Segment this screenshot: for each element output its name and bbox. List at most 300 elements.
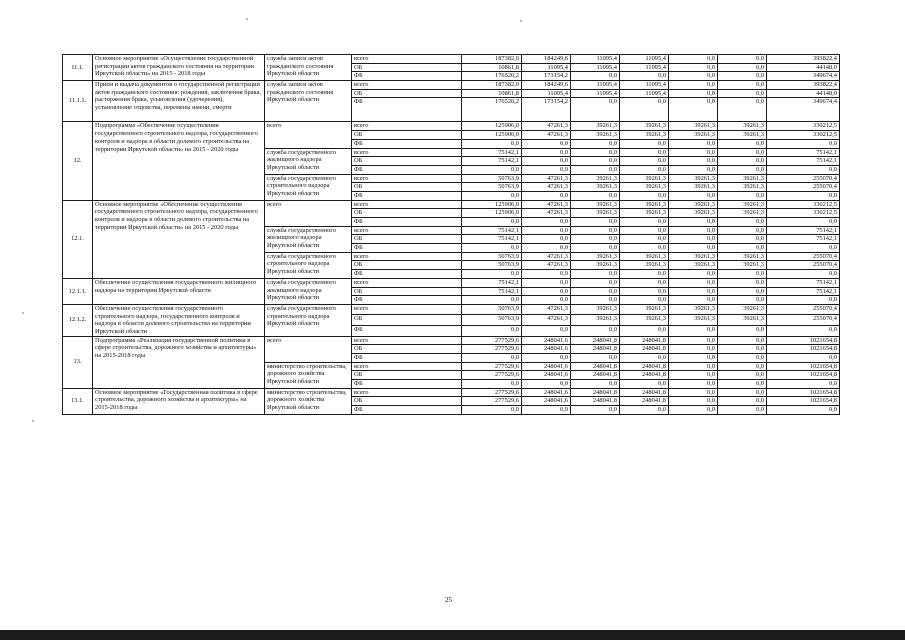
amount-cell: 10861,8: [462, 89, 522, 98]
amount-cell: 47261,3: [522, 261, 571, 270]
amount-cell: 277529,6: [462, 371, 522, 380]
amount-cell: 255070,4: [767, 261, 840, 270]
funding-source: ФБ: [352, 296, 462, 305]
amount-cell: 0,0: [718, 139, 767, 148]
amount-cell: 39261,3: [669, 183, 718, 192]
executor: служба государственного строительного надзора Иркутской области: [265, 304, 352, 336]
amount-cell: 0,0: [522, 278, 571, 287]
amount-cell: 75142,1: [767, 157, 840, 166]
amount-cell: 75142,1: [462, 235, 522, 244]
amount-cell: 0,0: [669, 218, 718, 227]
amount-cell: 255070,4: [767, 252, 840, 261]
amount-cell: 0,0: [767, 270, 840, 279]
amount-cell: 0,0: [620, 406, 669, 415]
amount-cell: 0,0: [669, 81, 718, 90]
amount-cell: 1021654,8: [767, 345, 840, 354]
amount-cell: 0,0: [620, 296, 669, 305]
amount-cell: 39261,3: [571, 183, 620, 192]
amount-cell: 0,0: [669, 362, 718, 371]
item-code: 12.1.1.: [63, 278, 93, 304]
amount-cell: 11095,4: [571, 55, 620, 64]
amount-cell: 248041,8: [620, 362, 669, 371]
item-name: Основное мероприятие «Обеспечение осуществления государственного строительного надзора, государственного контроля и надзора в области долевого строительства на территории Иркутской области» на 2015 - 2020 годы: [93, 200, 265, 278]
amount-cell: 0,0: [571, 406, 620, 415]
funding-source: всего: [352, 200, 462, 209]
amount-cell: 0,0: [522, 218, 571, 227]
amount-cell: 248041,8: [571, 362, 620, 371]
amount-cell: 0,0: [620, 72, 669, 81]
amount-cell: 0,0: [522, 287, 571, 296]
amount-cell: 0,0: [522, 326, 571, 337]
amount-cell: 0,0: [718, 406, 767, 415]
amount-cell: 187382,0: [462, 81, 522, 90]
amount-cell: 0,0: [669, 336, 718, 345]
amount-cell: 0,0: [718, 89, 767, 98]
amount-cell: 39261,3: [718, 200, 767, 209]
amount-cell: 0,0: [462, 270, 522, 279]
amount-cell: 0,0: [718, 165, 767, 174]
amount-cell: 0,0: [462, 218, 522, 227]
amount-cell: 50763,9: [462, 183, 522, 192]
amount-cell: 39261,3: [571, 252, 620, 261]
funding-source: всего: [352, 148, 462, 157]
amount-cell: 39261,3: [669, 261, 718, 270]
amount-cell: 0,0: [571, 380, 620, 389]
amount-cell: 0,0: [522, 296, 571, 305]
amount-cell: 0,0: [767, 296, 840, 305]
executor: служба государственного строительного надзора Иркутской области: [265, 252, 352, 278]
amount-cell: 0,0: [718, 345, 767, 354]
amount-cell: 39261,3: [718, 252, 767, 261]
amount-cell: 0,0: [767, 244, 840, 253]
amount-cell: 0,0: [669, 98, 718, 122]
amount-cell: 0,0: [571, 148, 620, 157]
amount-cell: 255070,4: [767, 174, 840, 183]
amount-cell: 11095,4: [620, 89, 669, 98]
amount-cell: 39261,3: [718, 183, 767, 192]
amount-cell: 1021654,8: [767, 336, 840, 345]
amount-cell: 1021654,8: [767, 388, 840, 397]
amount-cell: 0,0: [462, 406, 522, 415]
amount-cell: 125906,0: [462, 131, 522, 140]
amount-cell: 39261,3: [620, 252, 669, 261]
table-row: [63, 388, 840, 397]
amount-cell: 0,0: [718, 55, 767, 64]
item-code: 13.: [63, 336, 93, 388]
amount-cell: 0,0: [718, 226, 767, 235]
funding-source: всего: [352, 304, 462, 315]
amount-cell: 0,0: [571, 235, 620, 244]
executor: всего: [265, 336, 352, 362]
amount-cell: 0,0: [522, 157, 571, 166]
amount-cell: 0,0: [620, 191, 669, 200]
amount-cell: 0,0: [522, 380, 571, 389]
funding-source: ОБ: [352, 287, 462, 296]
amount-cell: 0,0: [718, 296, 767, 305]
amount-cell: 39261,3: [718, 174, 767, 183]
amount-cell: 0,0: [571, 191, 620, 200]
executor: служба государственного строительного надзора Иркутской области: [265, 174, 352, 200]
amount-cell: 11095,4: [571, 63, 620, 72]
amount-cell: 75142,1: [767, 235, 840, 244]
amount-cell: 0,0: [718, 326, 767, 337]
amount-cell: 0,0: [620, 148, 669, 157]
amount-cell: 0,0: [462, 244, 522, 253]
funding-source: ФБ: [352, 191, 462, 200]
amount-cell: 248041,8: [571, 388, 620, 397]
amount-cell: 330212,5: [767, 122, 840, 131]
amount-cell: 0,0: [620, 287, 669, 296]
amount-cell: 248041,8: [571, 336, 620, 345]
item-code: 11.1.1.: [63, 81, 93, 122]
amount-cell: 176520,2: [462, 98, 522, 122]
scan-dot: [32, 420, 34, 422]
amount-cell: 277529,6: [462, 345, 522, 354]
amount-cell: 39261,3: [669, 174, 718, 183]
amount-cell: 0,0: [522, 244, 571, 253]
amount-cell: 0,0: [571, 98, 620, 122]
funding-source: ОБ: [352, 315, 462, 326]
amount-cell: 0,0: [462, 139, 522, 148]
funding-source: ФБ: [352, 72, 462, 81]
amount-cell: 10861,8: [462, 63, 522, 72]
amount-cell: 0,0: [718, 371, 767, 380]
table-row: [63, 336, 840, 345]
amount-cell: 39261,3: [669, 131, 718, 140]
amount-cell: 47261,3: [522, 183, 571, 192]
amount-cell: 255070,4: [767, 183, 840, 192]
item-name: Основное мероприятие «Государственная политика в сфере строительства, дорожного хозяйства и архитектуры» на 2015-2018 годы: [93, 388, 265, 414]
amount-cell: 248041,8: [571, 345, 620, 354]
amount-cell: 0,0: [718, 270, 767, 279]
amount-cell: 0,0: [718, 148, 767, 157]
amount-cell: 0,0: [669, 235, 718, 244]
amount-cell: 11095,4: [571, 81, 620, 90]
amount-cell: 0,0: [718, 362, 767, 371]
amount-cell: 47261,3: [522, 200, 571, 209]
amount-cell: 0,0: [522, 139, 571, 148]
amount-cell: 125906,0: [462, 209, 522, 218]
amount-cell: 0,0: [669, 406, 718, 415]
amount-cell: 248041,8: [620, 336, 669, 345]
amount-cell: 0,0: [718, 336, 767, 345]
amount-cell: 75142,1: [462, 287, 522, 296]
scan-edge: [0, 630, 905, 640]
amount-cell: 0,0: [620, 270, 669, 279]
amount-cell: 0,0: [522, 354, 571, 363]
amount-cell: 0,0: [669, 326, 718, 337]
amount-cell: 44148,0: [767, 89, 840, 98]
amount-cell: 173154,2: [522, 72, 571, 81]
amount-cell: 39261,3: [620, 261, 669, 270]
amount-cell: 330212,5: [767, 200, 840, 209]
amount-cell: 0,0: [669, 157, 718, 166]
amount-cell: 0,0: [620, 139, 669, 148]
amount-cell: 0,0: [718, 72, 767, 81]
amount-cell: 75142,1: [462, 278, 522, 287]
amount-cell: 0,0: [571, 226, 620, 235]
amount-cell: 125906,0: [462, 200, 522, 209]
amount-cell: 11095,4: [620, 63, 669, 72]
amount-cell: 39261,3: [718, 261, 767, 270]
funding-source: ФБ: [352, 380, 462, 389]
amount-cell: 0,0: [718, 244, 767, 253]
funding-source: всего: [352, 336, 462, 345]
amount-cell: 248041,8: [571, 371, 620, 380]
amount-cell: 248041,8: [571, 397, 620, 406]
amount-cell: 255070,4: [767, 304, 840, 315]
amount-cell: 173154,2: [522, 98, 571, 122]
funding-source: ФБ: [352, 406, 462, 415]
table-row: [63, 200, 840, 209]
amount-cell: 184249,6: [522, 55, 571, 64]
amount-cell: 75142,1: [767, 278, 840, 287]
amount-cell: 248041,6: [522, 371, 571, 380]
amount-cell: 248041,8: [620, 397, 669, 406]
amount-cell: 0,0: [462, 380, 522, 389]
amount-cell: 75142,1: [767, 148, 840, 157]
amount-cell: 0,0: [571, 287, 620, 296]
amount-cell: 50763,9: [462, 304, 522, 315]
amount-cell: 0,0: [718, 380, 767, 389]
executor: всего: [265, 200, 352, 226]
amount-cell: 75142,1: [767, 226, 840, 235]
item-code: 12.1.2.: [63, 304, 93, 336]
funding-source: ФБ: [352, 354, 462, 363]
amount-cell: 0,0: [620, 157, 669, 166]
amount-cell: 0,0: [669, 226, 718, 235]
amount-cell: 39261,3: [620, 122, 669, 131]
funding-source: всего: [352, 362, 462, 371]
amount-cell: 0,0: [571, 157, 620, 166]
amount-cell: 39261,3: [669, 304, 718, 315]
amount-cell: 0,0: [669, 139, 718, 148]
amount-cell: 0,0: [669, 72, 718, 81]
funding-source: всего: [352, 226, 462, 235]
amount-cell: 0,0: [522, 148, 571, 157]
amount-cell: 39261,3: [669, 315, 718, 326]
amount-cell: 330212,5: [767, 209, 840, 218]
amount-cell: 330212,5: [767, 131, 840, 140]
amount-cell: 47261,3: [522, 304, 571, 315]
amount-cell: 44148,0: [767, 63, 840, 72]
scan-dot: [520, 20, 522, 22]
amount-cell: 11095,4: [522, 89, 571, 98]
amount-cell: 47261,3: [522, 122, 571, 131]
amount-cell: 39261,3: [718, 315, 767, 326]
amount-cell: 0,0: [620, 326, 669, 337]
amount-cell: 0,0: [718, 354, 767, 363]
amount-cell: 75142,1: [767, 287, 840, 296]
amount-cell: 277529,6: [462, 336, 522, 345]
amount-cell: 349674,4: [767, 98, 840, 122]
executor: служба государственного жилищного надзора Иркутской области: [265, 148, 352, 174]
amount-cell: 248041,6: [522, 388, 571, 397]
amount-cell: 125906,0: [462, 122, 522, 131]
amount-cell: 0,0: [571, 326, 620, 337]
amount-cell: 0,0: [462, 326, 522, 337]
amount-cell: 50763,9: [462, 252, 522, 261]
executor: министерство строительства, дорожного хозяйства Иркутской области: [265, 362, 352, 388]
item-code: 12.1.: [63, 200, 93, 278]
executor: служба государственного жилищного надзора Иркутской области: [265, 278, 352, 304]
amount-cell: 277529,6: [462, 397, 522, 406]
amount-cell: 187382,0: [462, 55, 522, 64]
funding-source: ОБ: [352, 209, 462, 218]
amount-cell: 39261,3: [571, 200, 620, 209]
item-name: Прием и выдача документов о государственной регистрации актов гражданского состояния: рождения, заключения брака, расторжения брака, усыновления (удочерения), установление отцовства, перемены имени, смерти: [93, 81, 265, 122]
amount-cell: 0,0: [718, 235, 767, 244]
amount-cell: 11095,4: [571, 89, 620, 98]
amount-cell: 11095,4: [620, 55, 669, 64]
amount-cell: 1021654,8: [767, 397, 840, 406]
amount-cell: 39261,3: [718, 209, 767, 218]
budget-table: [62, 54, 840, 415]
amount-cell: 0,0: [669, 55, 718, 64]
funding-source: ОБ: [352, 131, 462, 140]
amount-cell: 0,0: [522, 165, 571, 174]
amount-cell: 0,0: [571, 218, 620, 227]
amount-cell: 0,0: [669, 287, 718, 296]
amount-cell: 0,0: [718, 157, 767, 166]
amount-cell: 47261,3: [522, 131, 571, 140]
amount-cell: 75142,1: [462, 148, 522, 157]
table-row: [63, 55, 840, 64]
amount-cell: 1021654,8: [767, 362, 840, 371]
amount-cell: 0,0: [669, 148, 718, 157]
amount-cell: 39261,3: [571, 131, 620, 140]
table-row: [63, 81, 840, 90]
amount-cell: 0,0: [522, 226, 571, 235]
amount-cell: 39261,3: [669, 209, 718, 218]
amount-cell: 248041,8: [620, 371, 669, 380]
amount-cell: 0,0: [669, 165, 718, 174]
amount-cell: 349674,4: [767, 72, 840, 81]
amount-cell: 39261,3: [669, 122, 718, 131]
amount-cell: 0,0: [620, 218, 669, 227]
amount-cell: 39261,3: [571, 174, 620, 183]
amount-cell: 0,0: [620, 354, 669, 363]
funding-source: ФБ: [352, 98, 462, 122]
amount-cell: 248041,6: [522, 362, 571, 371]
funding-source: ОБ: [352, 235, 462, 244]
amount-cell: 39261,3: [669, 200, 718, 209]
amount-cell: 39261,3: [620, 304, 669, 315]
amount-cell: 0,0: [571, 354, 620, 363]
amount-cell: 0,0: [718, 287, 767, 296]
amount-cell: 0,0: [718, 63, 767, 72]
amount-cell: 0,0: [522, 270, 571, 279]
amount-cell: 0,0: [718, 98, 767, 122]
amount-cell: 50763,9: [462, 261, 522, 270]
funding-source: всего: [352, 81, 462, 90]
item-name: Подпрограмма «Обеспечение осуществления государственного строительного надзора, государственного контроля и надзора в области долевого строительства на территории Иркутской области» на 2015 - 2020 годы: [93, 122, 265, 200]
amount-cell: 393822,4: [767, 81, 840, 90]
funding-source: ФБ: [352, 165, 462, 174]
amount-cell: 1021654,8: [767, 371, 840, 380]
amount-cell: 277529,6: [462, 388, 522, 397]
item-name: Подпрограмма «Реализация государственной политики в сфере строительства, дорожного хозяйства и архитектуры» на 2015-2018 годы: [93, 336, 265, 388]
amount-cell: 0,0: [669, 296, 718, 305]
funding-source: всего: [352, 174, 462, 183]
amount-cell: 248041,6: [522, 345, 571, 354]
amount-cell: 0,0: [767, 354, 840, 363]
amount-cell: 39261,3: [571, 304, 620, 315]
amount-cell: 75142,1: [462, 157, 522, 166]
funding-source: ОБ: [352, 157, 462, 166]
amount-cell: 176520,2: [462, 72, 522, 81]
amount-cell: 0,0: [669, 397, 718, 406]
amount-cell: 0,0: [669, 278, 718, 287]
amount-cell: 0,0: [571, 244, 620, 253]
funding-source: ФБ: [352, 270, 462, 279]
amount-cell: 0,0: [620, 380, 669, 389]
amount-cell: 0,0: [767, 326, 840, 337]
amount-cell: 393822,4: [767, 55, 840, 64]
item-code: 11.1.: [63, 55, 93, 81]
funding-source: всего: [352, 278, 462, 287]
table-row: [63, 304, 840, 315]
budget-body: [63, 55, 840, 415]
amount-cell: 248041,6: [522, 397, 571, 406]
amount-cell: 0,0: [767, 139, 840, 148]
amount-cell: 0,0: [462, 354, 522, 363]
amount-cell: 0,0: [620, 235, 669, 244]
funding-source: ОБ: [352, 63, 462, 72]
amount-cell: 0,0: [669, 345, 718, 354]
amount-cell: 50763,9: [462, 315, 522, 326]
amount-cell: 0,0: [669, 354, 718, 363]
executor: всего: [265, 122, 352, 148]
amount-cell: 50763,9: [462, 174, 522, 183]
amount-cell: 39261,3: [718, 131, 767, 140]
funding-source: ФБ: [352, 244, 462, 253]
amount-cell: 0,0: [669, 244, 718, 253]
amount-cell: 0,0: [718, 397, 767, 406]
amount-cell: 39261,3: [571, 122, 620, 131]
amount-cell: 0,0: [718, 218, 767, 227]
amount-cell: 39261,3: [571, 315, 620, 326]
amount-cell: 39261,3: [620, 183, 669, 192]
funding-source: всего: [352, 55, 462, 64]
amount-cell: 0,0: [571, 270, 620, 279]
amount-cell: 0,0: [522, 235, 571, 244]
amount-cell: 0,0: [571, 139, 620, 148]
amount-cell: 39261,3: [620, 209, 669, 218]
amount-cell: 0,0: [571, 278, 620, 287]
amount-cell: 0,0: [571, 296, 620, 305]
scan-dot: [22, 312, 24, 314]
amount-cell: 47261,3: [522, 252, 571, 261]
amount-cell: 39261,3: [620, 174, 669, 183]
item-name: Основное мероприятие «Осуществление государственной регистрации актов гражданского состояния на территории Иркутской области» на 2015 - 2018 годы: [93, 55, 265, 81]
amount-cell: 0,0: [462, 296, 522, 305]
amount-cell: 0,0: [669, 191, 718, 200]
amount-cell: 0,0: [669, 388, 718, 397]
amount-cell: 11095,4: [522, 63, 571, 72]
amount-cell: 0,0: [620, 165, 669, 174]
amount-cell: 39261,3: [669, 252, 718, 261]
amount-cell: 39261,3: [571, 209, 620, 218]
amount-cell: 255070,4: [767, 315, 840, 326]
amount-cell: 0,0: [462, 165, 522, 174]
amount-cell: 47261,3: [522, 209, 571, 218]
amount-cell: 47261,3: [522, 174, 571, 183]
executor: служба записи актов гражданского состояния Иркутской области: [265, 81, 352, 122]
page-number: 25: [445, 596, 452, 604]
amount-cell: 0,0: [718, 191, 767, 200]
funding-source: ОБ: [352, 261, 462, 270]
